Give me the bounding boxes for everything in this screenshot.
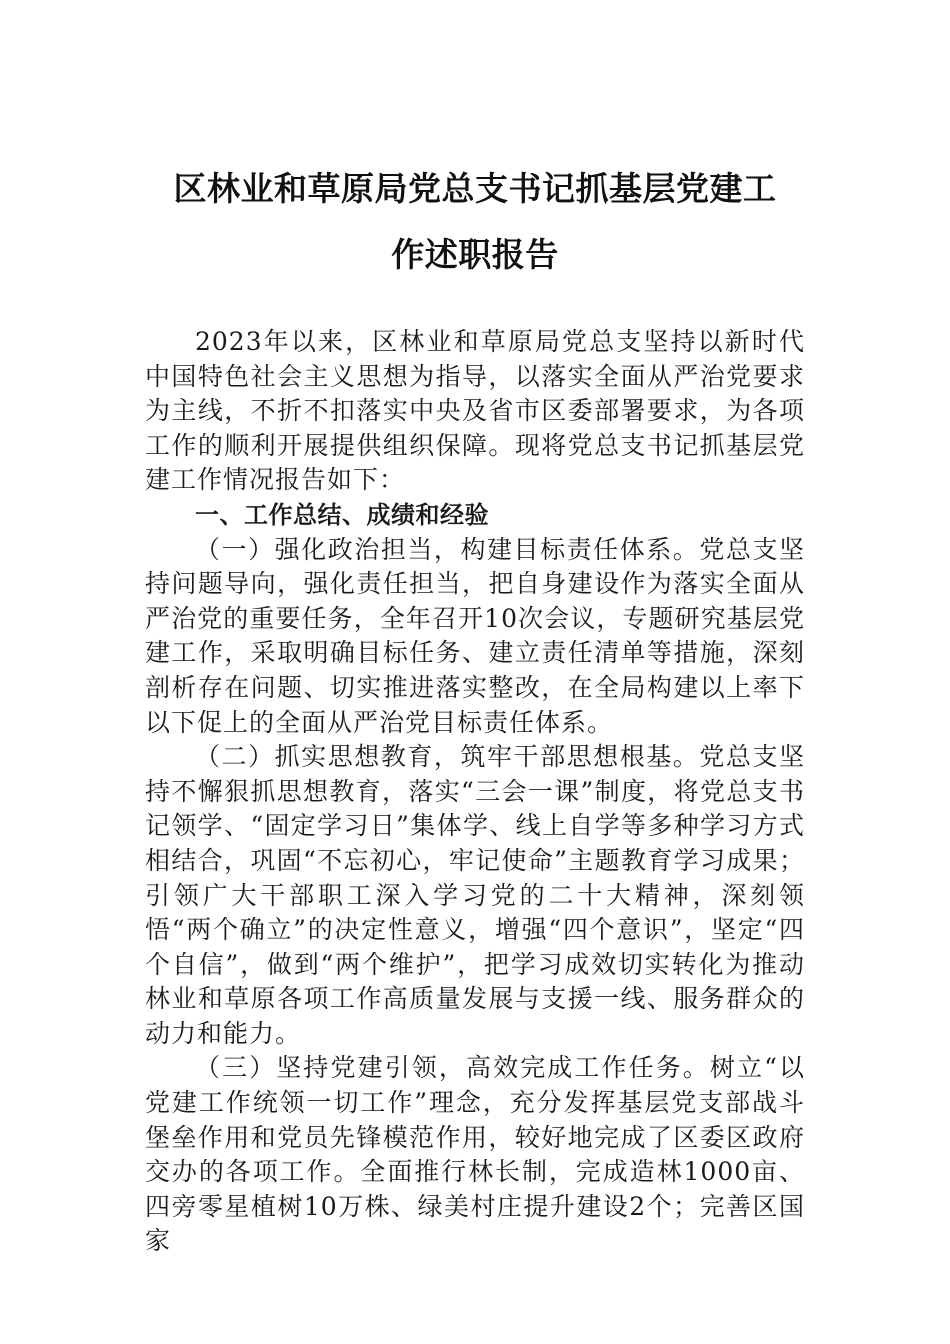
item2-paragraph: （二）抓实思想教育，筑牢干部思想根基。党总支坚持不懈狠抓思想教育，落实“三会一课”制度，将党总支书记领学、“固定学习日”集体学、线上自学等多种学习方式相结合，巩固“不忘初心，牢记使命”主题教育学习成果；引领广大干部职工深入学习党的二十大精神，深刻领悟“两个确立”的决定性意义，增强“四个意识”，坚定“四个自信”，做到“两个维护”，把学习成效切实转化为推动林业和草原各项工作高质量发展与支援一线、服务群众的动力和能力。 (145, 742, 805, 1048)
document-title-line1: 区林业和草原局党总支书记抓基层党建工 (173, 169, 777, 208)
intro-paragraph: 2023年以来，区林业和草原局党总支坚持以新时代中国特色社会主义思想为指导，以落实全面从严治党要求为主线，不折不扣落实中央及省市区委部署要求，为各项工作的顺利开展提供组织保障。现将党总支书记抓基层党建工作情况报告如下： (145, 327, 805, 495)
item1-paragraph: （一）强化政治担当，构建目标责任体系。党总支坚持问题导向，强化责任担当，把自身建设作为落实全面从严治党的重要任务，全年召开10次会议，专题研究基层党建工作，采取明确目标任务、建立责任清单等措施，深刻剖析存在问题、切实推进落实整改，在全局构建以上率下以下促上的全面从严治党目标责任体系。 (145, 534, 805, 737)
section1-heading: 一、工作总结、成绩和经验 (195, 500, 489, 529)
document-body (145, 325, 805, 1259)
document-title-line2: 作述职报告 (391, 235, 559, 274)
item3-paragraph: （三）坚持党建引领，高效完成工作任务。树立“以党建工作统领一切工作”理念，充分发挥基层党支部战斗堡垒作用和党员先锋模范作用，较好地完成了区委区政府交办的各项工作。全面推行林长制，完成造林1000亩、四旁零星植树10万株、绿美村庄提升建设2个；完善区国家 (145, 1053, 805, 1256)
